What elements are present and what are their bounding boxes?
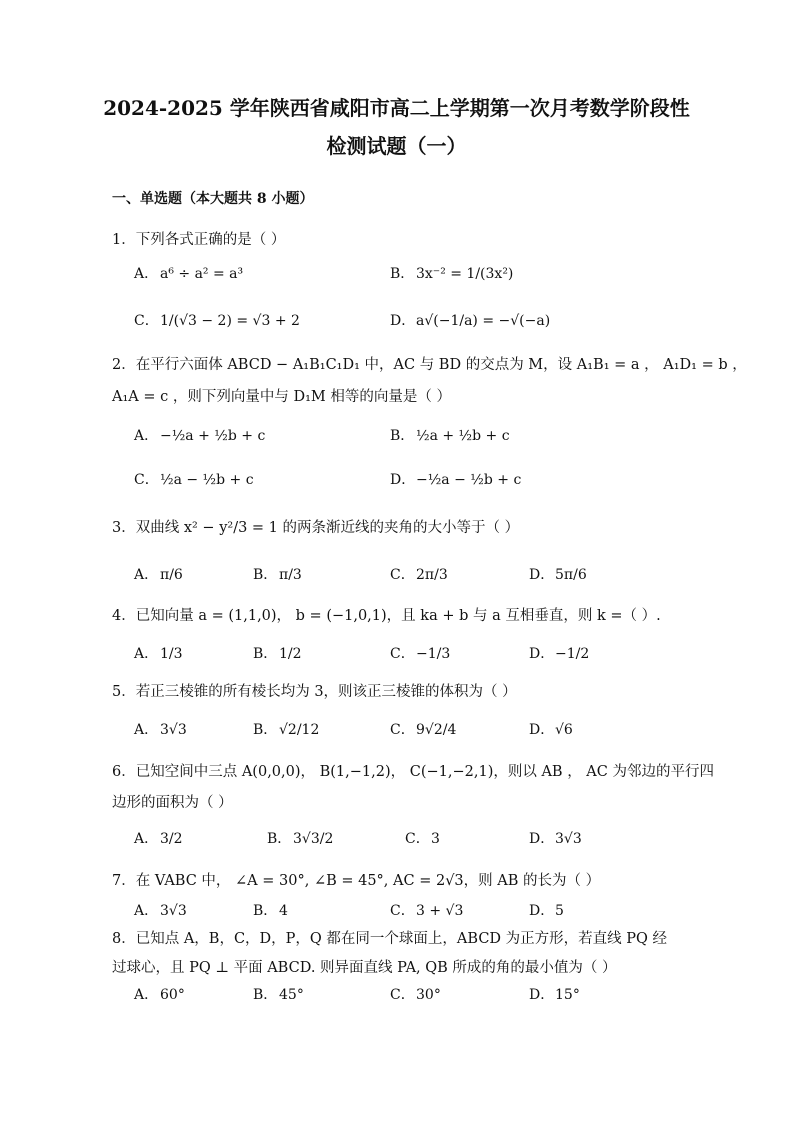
q6-option-c: C．3 [405, 831, 440, 847]
q5-stem: 5．若正三棱锥的所有棱长均为 3，则该正三棱锥的体积为（ ） [112, 684, 517, 700]
q3-option-c: C．2π/3 [390, 567, 448, 583]
q8-stem-line-1: 8．已知点 A，B，C，D，P，Q 都在同一个球面上，ABCD 为正方形，若直线 PQ 经 [112, 931, 668, 947]
q5-option-b: B． √2/12 [253, 722, 320, 738]
q8-stem-line-2: 过球心，且 PQ ⊥ 平面 ABCD. 则异面直线 PA, QB 所成的角的最小值为（ ） [112, 960, 617, 976]
q8-option-b: B． 45° [253, 987, 304, 1003]
q2-option-d: D．−½a − ½b + c [390, 472, 522, 488]
section-heading: 一、单选题（本大题共 8 小题） [112, 191, 314, 207]
q4-stem: 4．已知向量 a = (1,1,0)， b = (−1,0,1)，且 ka + b 与 a 互相垂直，则 k =（ ）. [112, 608, 661, 624]
q8-option-c: C．30° [390, 987, 441, 1003]
q6-stem-line-2: 边形的面积为（ ） [112, 795, 233, 811]
q3-option-a: A． π/6 [134, 567, 183, 583]
q2-stem-line-2: A₁A = c ，则下列向量中与 D₁M 相等的向量是（ ） [112, 389, 451, 405]
q2-option-c: C．½a − ½b + c [134, 472, 254, 488]
q7-option-a: A． 3√3 [134, 903, 187, 919]
q5-option-c: C．9√2/4 [390, 722, 457, 738]
q6-option-d: D．3√3 [529, 831, 582, 847]
q1-stem: 1．下列各式正确的是（ ） [112, 232, 286, 248]
q7-stem: 7．在 VABC 中， ∠A = 30°, ∠B = 45°, AC = 2√3，则 AB 的长为（ ） [112, 873, 601, 889]
q7-option-c: C．3 + √3 [390, 903, 464, 919]
title-line-2: 检测试题（一） [326, 134, 467, 158]
q2-option-a: A． −½a + ½b + c [134, 428, 266, 444]
q2-option-b: B． ½a + ½b + c [390, 428, 510, 444]
q1-option-a: A． a⁶ ÷ a² = a³ [134, 266, 244, 282]
title-line-1: 2024-2025 学年陕西省咸阳市高二上学期第一次月考数学阶段性 [103, 96, 690, 120]
q1-option-b: B． 3x⁻² = 1/(3x²) [390, 266, 514, 282]
q2-stem-line-1: 2．在平行六面体 ABCD − A₁B₁C₁D₁ 中，AC 与 BD 的交点为 M，设 A₁B₁ = a ， A₁D₁ = b ， [112, 357, 747, 373]
q3-option-d: D．5π/6 [529, 567, 587, 583]
q6-stem-line-1: 6．已知空间中三点 A(0,0,0)， B(1,−1,2)， C(−1,−2,1)，则以 AB ， AC 为邻边的平行四 [112, 764, 714, 780]
q5-option-d: D．√6 [529, 722, 573, 738]
q4-option-a: A． 1/3 [134, 646, 183, 662]
q8-option-d: D．15° [529, 987, 580, 1003]
q6-option-b: B． 3√3/2 [267, 831, 334, 847]
q5-option-a: A． 3√3 [134, 722, 187, 738]
q6-option-a: A． 3/2 [134, 831, 183, 847]
q4-option-c: C．−1/3 [390, 646, 451, 662]
q1-option-c: C．1/(√3 − 2) = √3 + 2 [134, 313, 300, 329]
q8-option-a: A． 60° [134, 987, 185, 1003]
q1-option-d: D．a√(−1/a) = −√(−a) [390, 313, 551, 329]
q7-option-b: B． 4 [253, 903, 288, 919]
q3-stem: 3．双曲线 x² − y²/3 = 1 的两条渐近线的夹角的大小等于（ ） [112, 520, 520, 536]
q7-option-d: D．5 [529, 903, 564, 919]
q3-option-b: B． π/3 [253, 567, 302, 583]
q4-option-d: D．−1/2 [529, 646, 590, 662]
q4-option-b: B． 1/2 [253, 646, 302, 662]
